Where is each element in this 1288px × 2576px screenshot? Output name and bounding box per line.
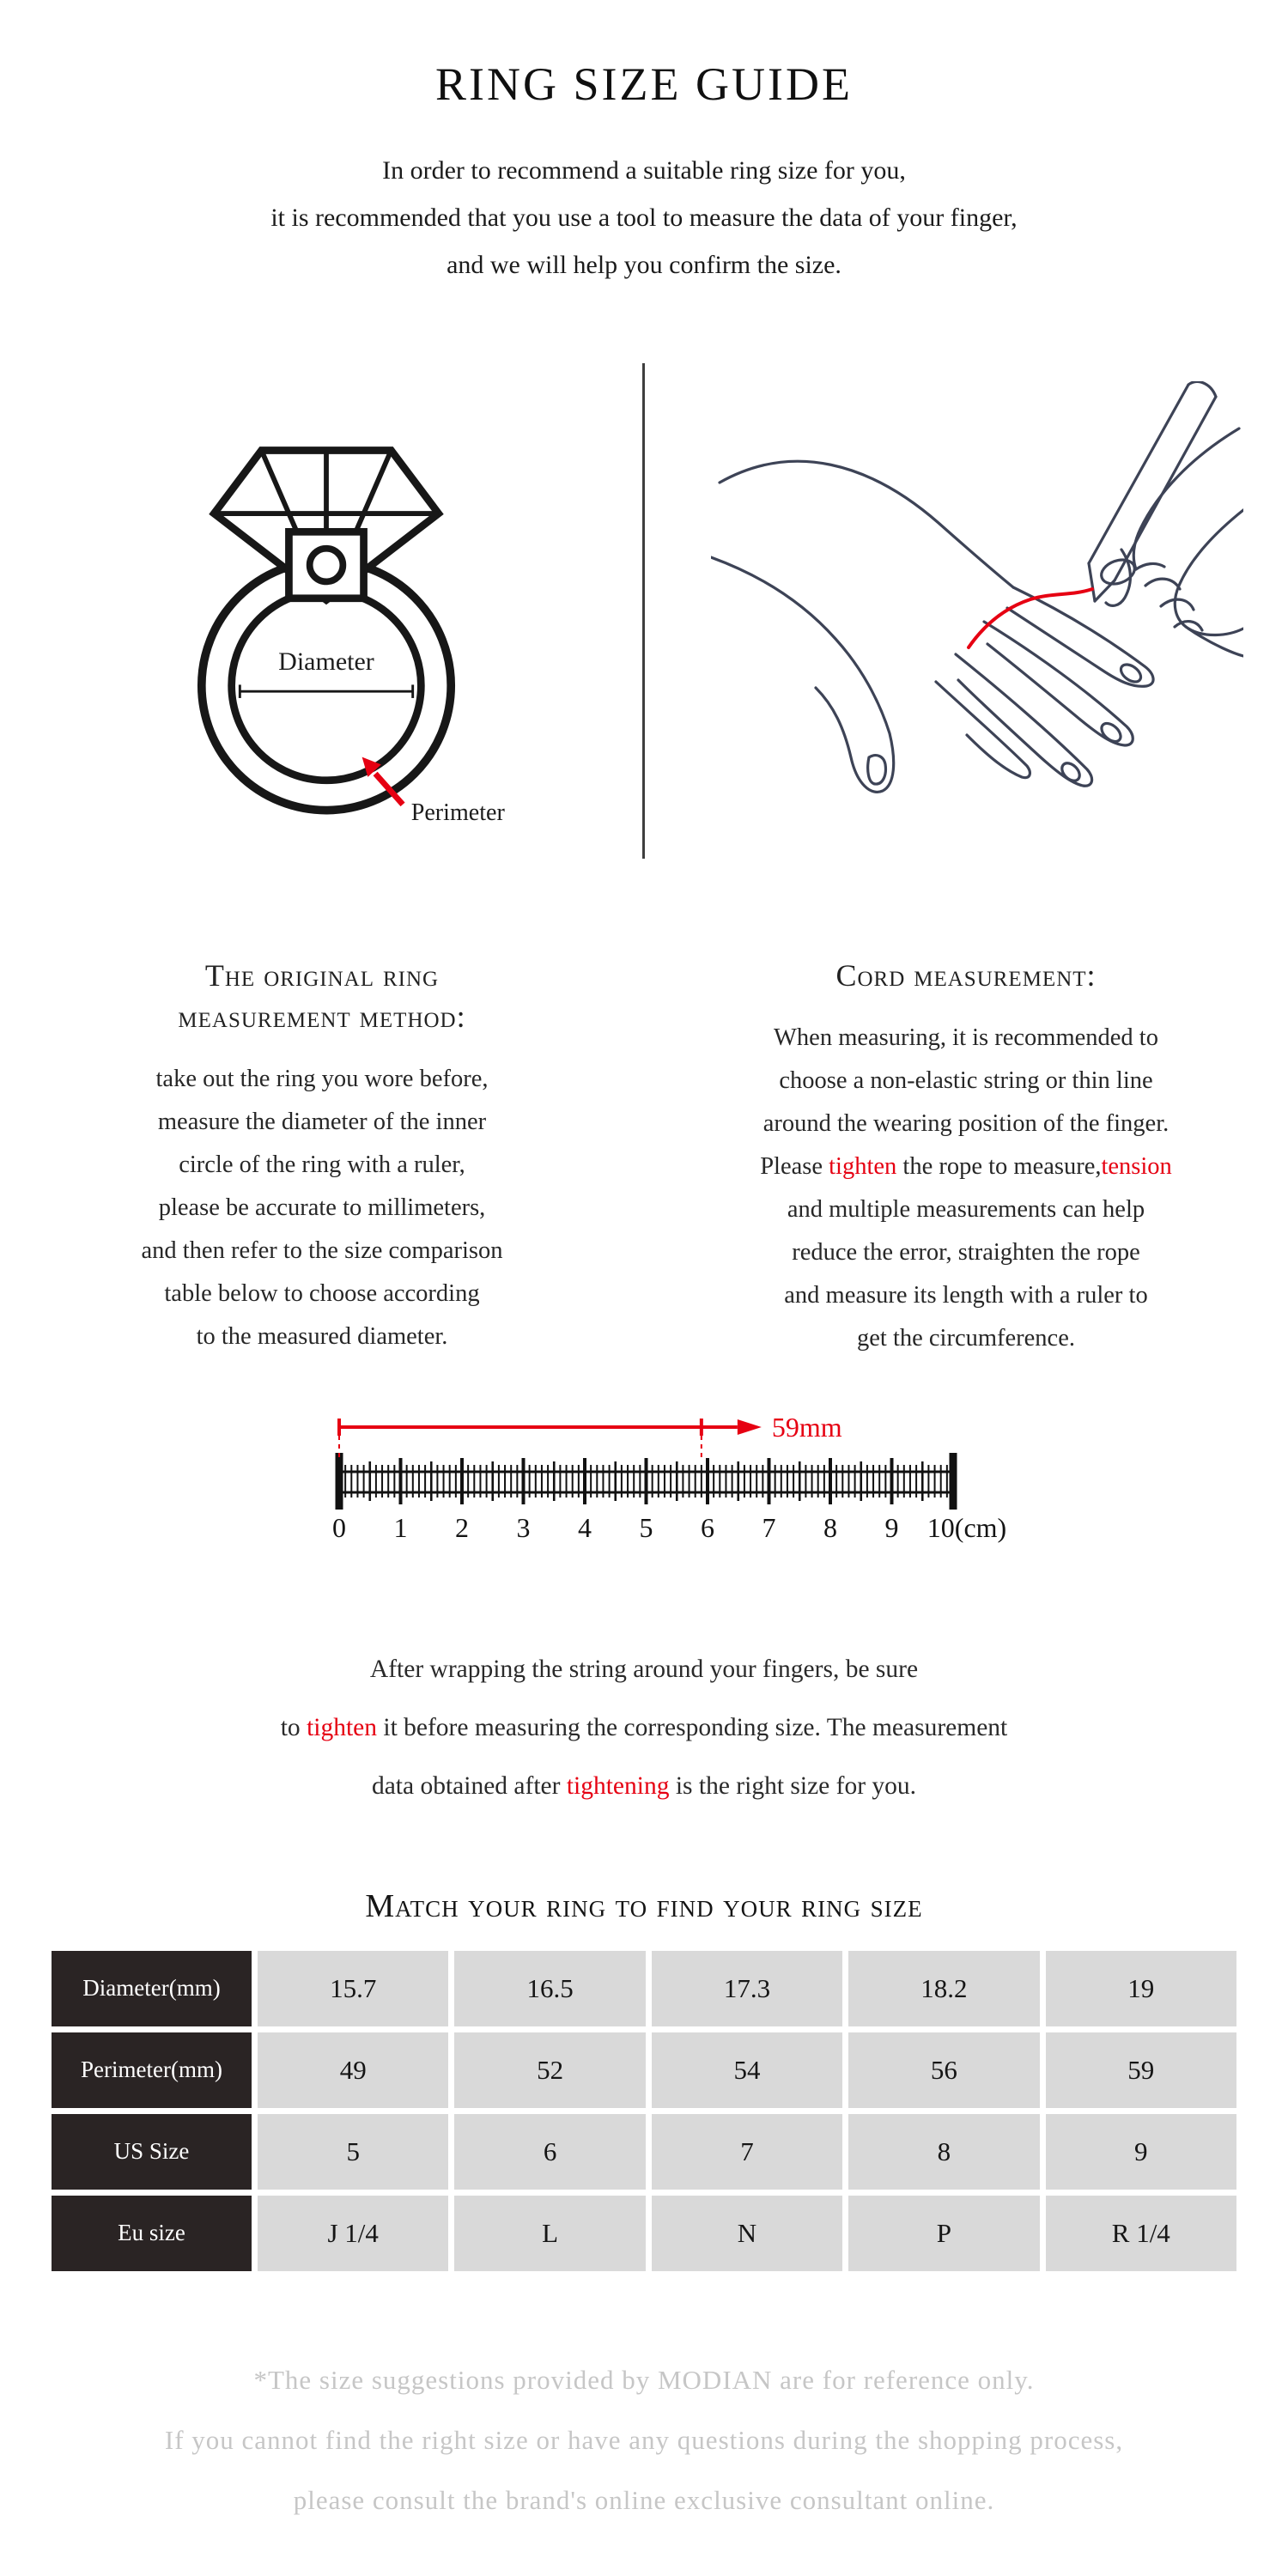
text-line: around the wearing position of the finger. [762, 1109, 1170, 1137]
table-cell: 6 [454, 2114, 645, 2190]
text-line: and we will help you confirm the size. [447, 250, 841, 279]
table-row-header: Eu size [52, 2196, 252, 2271]
match-heading: Match your ring to find your ring size [365, 1887, 923, 1924]
text-line: table below to choose according [164, 1279, 480, 1307]
ruler-number: 7 [762, 1511, 776, 1543]
text-line: to the measured diameter. [196, 1322, 448, 1350]
perimeter-label: Perimeter [410, 799, 505, 826]
text-line: circle of the ring with a ruler, [179, 1151, 465, 1178]
text-line: If you cannot find the right size or have any questions during the shopping process, [164, 2424, 1124, 2455]
method-original-ring [0, 955, 644, 1360]
table-cell: J 1/4 [258, 2196, 448, 2271]
table-cell: 9 [1046, 2114, 1236, 2190]
ruler-number: 1 [393, 1511, 408, 1543]
text-line: choose a non-elastic string or thin line [779, 1066, 1153, 1094]
table-cell: 56 [848, 2032, 1039, 2108]
text-line: and measure its length with a ruler to [784, 1281, 1148, 1309]
text-line: reduce the error, straighten the rope [792, 1238, 1140, 1266]
ruler-number: 10(cm) [927, 1511, 1007, 1543]
table-cell: N [652, 2196, 842, 2271]
text-line: *The size suggestions provided by MODIAN are for reference only. [253, 2364, 1035, 2395]
intro-paragraph [0, 147, 1288, 289]
table-cell: 16.5 [454, 1951, 645, 2026]
text-line: please consult the brand's online exclusive consultant online. [293, 2484, 995, 2515]
size-table [52, 1951, 1236, 2271]
text-line: measure the diameter of the inner [157, 1108, 487, 1135]
footer-note [0, 2350, 1288, 2530]
method-heading-original [0, 955, 644, 1037]
text-line: take out the ring you wore before, [155, 1065, 489, 1092]
ruler-number: 2 [455, 1511, 469, 1543]
table-row-header: Diameter(mm) [52, 1951, 252, 2026]
table-cell: 54 [652, 2032, 842, 2108]
ruler-number: 8 [823, 1511, 837, 1543]
ring-diagram [118, 407, 534, 856]
text-line: Please tighten the rope to measure,tension [760, 1152, 1172, 1180]
method-cord [644, 955, 1288, 1360]
text-line: After wrapping the string around your fingers, be sure [369, 1655, 919, 1683]
heading-line: The original ring [204, 957, 440, 993]
table-row-header: Perimeter(mm) [52, 2032, 252, 2108]
text-line: it is recommended that you use a tool to measure the data of your finger, [270, 203, 1018, 232]
table-row-header: US Size [52, 2114, 252, 2190]
ruler-section [0, 1410, 1288, 1556]
table-cell: 19 [1046, 1951, 1236, 2026]
ruler-number: 3 [516, 1511, 531, 1543]
ruler-diagram [266, 1410, 1022, 1552]
method-heading-cord: Cord measurement: [835, 957, 1097, 993]
page-title: RING SIZE GUIDE [435, 58, 853, 110]
ruler-number: 6 [701, 1511, 714, 1543]
table-cell: 49 [258, 2032, 448, 2108]
hand-measurement-illustration [711, 381, 1243, 849]
text-line: and then refer to the size comparison [141, 1236, 503, 1264]
diameter-label: Diameter [278, 647, 374, 676]
table-cell: 52 [454, 2032, 645, 2108]
text-line: When measuring, it is recommended to [774, 1024, 1158, 1051]
table-cell: L [454, 2196, 645, 2271]
methods-section [0, 955, 1288, 1360]
ruler-number: 4 [578, 1511, 592, 1543]
after-ruler-paragraph [0, 1640, 1288, 1815]
ring-inner-circle [232, 591, 422, 781]
text-line: In order to recommend a suitable ring size for you, [382, 155, 906, 185]
table-cell: 59 [1046, 2032, 1236, 2108]
ruler-number: 5 [639, 1511, 653, 1543]
text-line: to tighten it before measuring the corresponding size. The measurement [280, 1713, 1008, 1741]
text-line: and multiple measurements can help [787, 1195, 1145, 1223]
table-cell: 5 [258, 2114, 448, 2190]
method-body-original [0, 1058, 644, 1358]
ruler-number: 0 [332, 1511, 346, 1543]
table-cell: R 1/4 [1046, 2196, 1236, 2271]
text-line: please be accurate to millimeters, [158, 1194, 486, 1221]
vertical-divider [642, 363, 645, 859]
table-cell: 15.7 [258, 1951, 448, 2026]
ruler-number: 9 [884, 1511, 899, 1543]
table-cell: 8 [848, 2114, 1039, 2190]
text-line: get the circumference. [857, 1324, 1075, 1352]
table-cell: 7 [652, 2114, 842, 2190]
table-cell: P [848, 2196, 1039, 2271]
table-cell: 18.2 [848, 1951, 1039, 2026]
ring-setting [289, 532, 363, 598]
text-line: data obtained after tightening is the right size for you. [371, 1771, 917, 1800]
table-cell: 17.3 [652, 1951, 842, 2026]
ruler-marker-label: 59mm [771, 1411, 842, 1443]
diameter-measure-line [240, 684, 412, 697]
heading-line: measurement method: [178, 999, 466, 1034]
figures-section [0, 350, 1288, 883]
method-body-cord [644, 1017, 1288, 1360]
